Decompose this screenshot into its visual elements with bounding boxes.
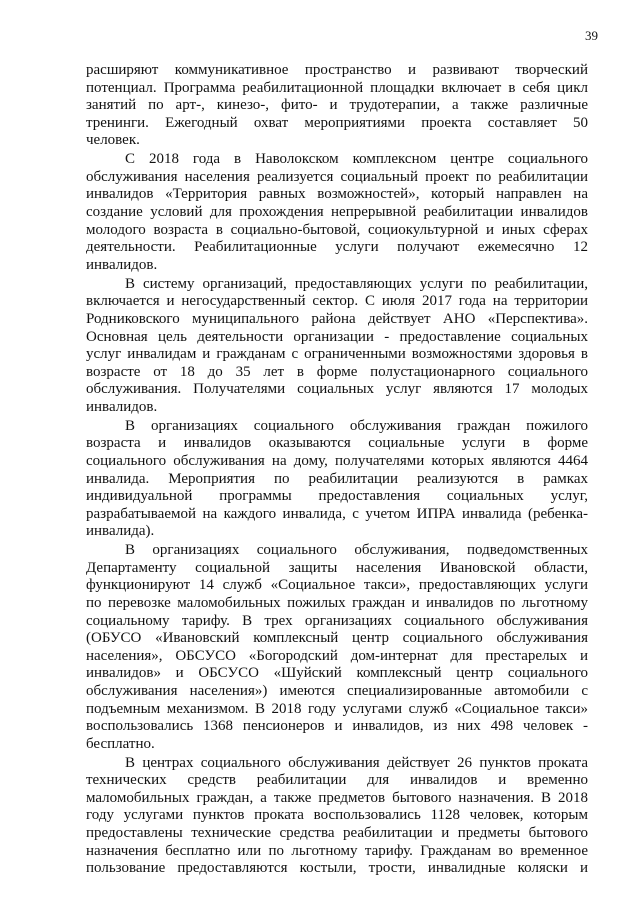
page-number: 39	[585, 28, 598, 43]
text-line: инвалидов» и ОБСУСО «Шуйский комплексный центр социального	[86, 665, 588, 682]
text-line: возрасте от 18 до 35 лет в форме полустационарного социального	[86, 363, 588, 380]
text-line: воспользовались 1368 пенсионеров и инвалидов, из них 498 человек -	[86, 718, 588, 735]
paragraph	[86, 276, 588, 417]
text-line: Родниковского муниципального района действует АНО «Перспектива».	[86, 310, 588, 327]
text-line: маломобильных граждан, а также предметов бытового назначения. В 2018	[86, 789, 588, 806]
body-text	[86, 62, 588, 879]
text-line: расширяют коммуникативное пространство и развивают творческий	[86, 62, 588, 78]
text-line: потенциал. Программа реабилитационной площадки включает в себя цикл	[86, 79, 588, 96]
text-line: инвалидов.	[86, 398, 158, 415]
text-line: В организациях социального обслуживания, подведомственных	[125, 542, 588, 559]
text-line: инвалида).	[86, 523, 155, 540]
text-line: инвалидов «Территория равных возможностей», который направлен на	[86, 186, 588, 203]
text-line: пользование предоставляются костыли, трости, инвалидные коляски и	[86, 860, 588, 877]
text-line: В организациях социального обслуживания граждан пожилого	[125, 417, 588, 434]
paragraph	[86, 151, 588, 274]
text-line: населения», ОБСУСО «Богородский дом-интернат для престарелых и	[86, 647, 588, 664]
text-line: создание условий для прохождения непрерывной реабилитации инвалидов	[86, 204, 588, 221]
text-line: году услугами пунктов проката воспользовались 1128 человек, которым	[86, 807, 588, 824]
text-line: бесплатно.	[86, 735, 155, 752]
text-line: возраста и инвалидов оказываются социальные услуги в форме	[86, 435, 588, 452]
text-line: обслуживания населения») имеются специализированные автомобили с	[86, 682, 588, 699]
text-line: назначения бесплатно или по льготному тарифу. Гражданам во временное	[86, 842, 588, 859]
paragraph	[86, 418, 588, 541]
text-line: человек.	[86, 132, 140, 149]
text-line: индивидуальной программы предоставления социальных услуг,	[86, 488, 588, 505]
text-line: подъемным механизмом. В 2018 году услугами служб «Социальное такси»	[86, 700, 588, 717]
text-line: инвалидов.	[86, 256, 158, 273]
paragraph	[86, 542, 588, 753]
text-line: социального обслуживания на дому, получателями которых являются 4464	[86, 452, 588, 469]
text-line: (ОБУСО «Ивановский комплексный центр социального обслуживания	[86, 630, 588, 647]
text-line: обслуживания. Получателями социальных услуг являются 17 молодых	[86, 381, 588, 398]
text-line: включается и негосударственный сектор. С июля 2017 года на территории	[86, 293, 588, 310]
text-line: С 2018 года в Наволокском комплексном центре социального	[125, 151, 588, 168]
text-line: инвалида. Мероприятия по реабилитации реализуются в рамках	[86, 470, 588, 487]
text-line: технических средств реабилитации для инвалидов и временно	[86, 772, 588, 789]
text-line: деятельности. Реабилитационные услуги получают ежемесячно 12	[86, 239, 588, 256]
text-line: функционируют 14 служб «Социальное такси», предоставляющих услуги	[86, 577, 588, 594]
paragraph	[86, 755, 588, 878]
text-line: по перевозке маломобильных пожилых граждан и инвалидов по льготному	[86, 595, 588, 611]
text-line: В центрах социального обслуживания действует 26 пунктов проката	[125, 754, 588, 771]
text-line: Департаменту социальной защиты населения Ивановской области,	[86, 559, 588, 576]
text-line: разрабатываемой на каждого инвалида, с учетом ИПРА инвалида (ребенка-	[86, 505, 588, 522]
text-line: молодого возраста в социально-бытовой, социокультурной и иных сферах	[86, 221, 588, 238]
text-line: В систему организаций, предоставляющих услуги по реабилитации,	[125, 275, 588, 292]
text-line: тренинги. Ежегодный охват мероприятиями проекта составляет 50	[86, 114, 588, 131]
text-line: занятий по арт-, кинезо-, фито- и трудотерапии, а также различные	[86, 97, 588, 114]
text-line: обслуживания населения реализуется социальный проект по реабилитации	[86, 168, 588, 185]
paragraph	[86, 62, 588, 150]
text-line: услуг инвалидам и гражданам с ограниченными возможностями здоровья в	[86, 346, 588, 363]
text-line: предоставлены технические средства реабилитации и предметы бытового	[86, 825, 588, 842]
text-line: Основная цель деятельности организации - предоставление социальных	[86, 328, 588, 345]
text-line: социальному тарифу. В трех организациях социального обслуживания	[86, 612, 588, 629]
